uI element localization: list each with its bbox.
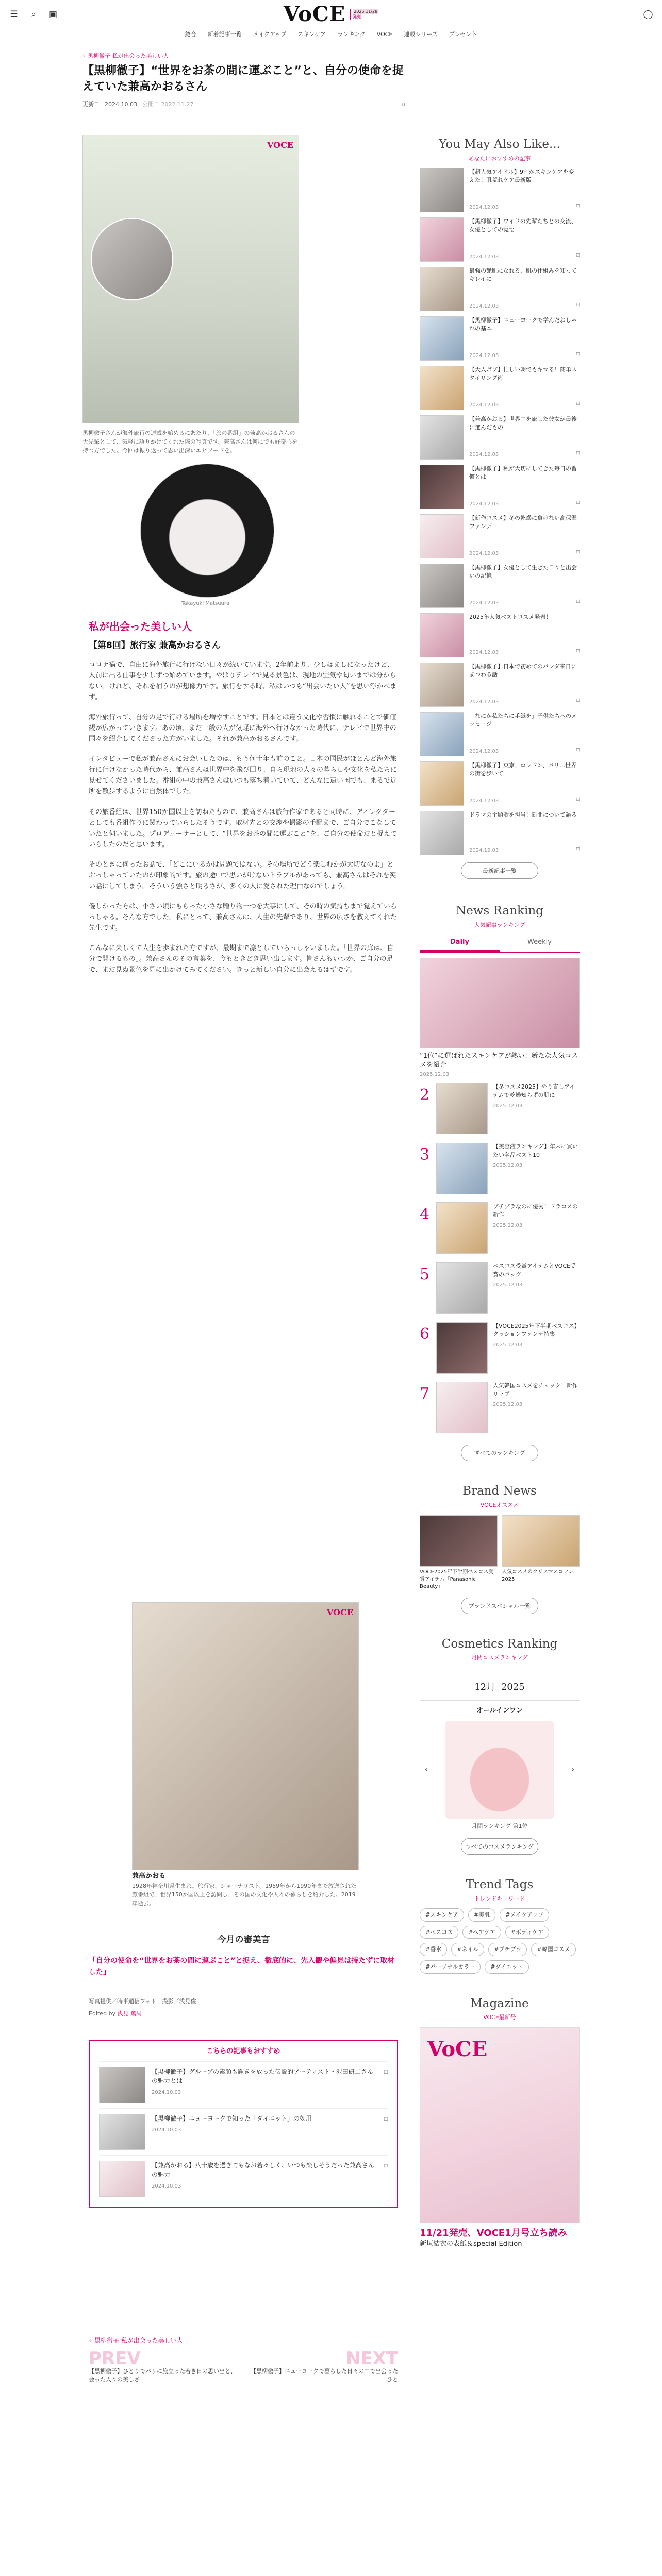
may-like-item[interactable]	[420, 761, 580, 806]
related-item[interactable]	[99, 2108, 388, 2155]
portrait-credit: Takayuki Matsuura	[181, 601, 230, 606]
brand-news-title: Brand News	[462, 1484, 537, 1498]
may-like-title-text[interactable]: 【新作コスメ】冬の乾燥に負けない高保湿ファンデ	[469, 515, 577, 530]
body-paragraph: 海外旅行って、自分の足で行ける場所を増やすことです。日本とは違う文化や習慣に触れることで価値観が広がっていきます。あの頃、まだ一般の人が気軽に海外へ行けなかった時代に、テレビで世界中の国々を紹介してくださった方がいました。それが兼高かおるさんです。	[89, 714, 396, 743]
cosmetics-ranking-date	[420, 1668, 580, 1701]
body-paragraph: 優しかった方は、小さい頃にもらった小さな贈り物一つを大事にして、その時の気持ちまで覚えていらっしゃる。そんな方でした。私にとって、兼高さんは、人生の先輩であり、世界の広さを教えてくれた先生です。	[89, 902, 397, 932]
bookmark-icon[interactable]: ⌑	[576, 251, 580, 260]
may-like-date: 2024.12.03	[469, 649, 499, 655]
ranking-text[interactable]	[493, 1262, 580, 1318]
related-title-text[interactable]: 【兼高かおる】八十歳を過ぎてもなお若々しく、いつも楽しそうだった兼高さんの魅力	[152, 2161, 374, 2178]
nav-item-series[interactable]: 連載シリーズ	[404, 31, 438, 38]
related-text[interactable]	[152, 2161, 378, 2197]
ranking-item[interactable]	[420, 1262, 580, 1318]
photo-credit: 写真提供／時事通信フォト 撮影／浅見俊一	[89, 1998, 202, 2005]
brand-card[interactable]	[420, 1515, 498, 1590]
may-like-item[interactable]	[420, 811, 580, 855]
may-like-title-text[interactable]: 2025年人気ベストコスメ発表！	[469, 614, 552, 621]
bookmark-icon[interactable]: ⌑	[384, 2068, 388, 2077]
bookmark-icon[interactable]: ⌑	[576, 499, 580, 507]
ranking-thumb[interactable]	[436, 1382, 488, 1433]
caption-text: 1928年神奈川県生まれ。旅行家、ジャーナリスト。1959年から1990年まで放送された旅番組で、世界150か国以上を訪問し、その国の文化や人々の暮らしを紹介した。2019年逝去。	[132, 1883, 357, 1907]
second-caption	[132, 1871, 359, 1908]
next-article[interactable]	[249, 2348, 398, 2384]
ranking-first[interactable]	[420, 958, 580, 1079]
prev-text[interactable]: 【黒柳徹子】ひとりでパリに旅立った若き日の思い出と、会った人々の美しさ	[89, 2368, 236, 2383]
may-like-title-text[interactable]: 【大人ボブ】忙しい朝でもキマる！簡単スタイリング術	[469, 366, 577, 382]
prev-next	[89, 2348, 398, 2384]
may-like-item[interactable]	[420, 514, 580, 558]
related-text[interactable]	[152, 2114, 378, 2150]
may-like-thumb[interactable]	[420, 217, 464, 262]
bookmark-icon[interactable]: ⌑	[384, 2162, 388, 2171]
may-like-text[interactable]	[469, 761, 580, 806]
ranking-item[interactable]	[420, 1083, 580, 1139]
ranking-first-text[interactable]: “1位”に選ばれたスキンケアが熱い！新たな人気コスメを紹介	[420, 1052, 578, 1070]
site-logo[interactable]	[251, 1, 411, 28]
ranking-number: 4	[420, 1206, 430, 1224]
may-like-title-text[interactable]: 最強の艶肌になれる、肌の仕組みを知ってキレイに	[469, 267, 577, 283]
may-like-item[interactable]	[420, 366, 580, 410]
may-like-date: 2024.12.03	[469, 204, 499, 210]
trend-tag[interactable]: #美肌	[468, 1908, 495, 1922]
cosmetics-carousel	[420, 1721, 580, 1819]
may-like-thumb[interactable]	[420, 316, 464, 361]
bookmark-icon[interactable]: ⌑	[576, 400, 580, 408]
may-like-title-text[interactable]: 「なにか私たちに手紙を」子供たちへのメッセージ	[469, 713, 577, 728]
trend-tags-subtitle: トレンドキーワード	[474, 1895, 525, 1902]
ranking-item[interactable]	[420, 1202, 580, 1258]
may-like-text[interactable]	[469, 168, 580, 212]
portrait-inset	[91, 218, 173, 300]
trend-tag[interactable]: #ヘアケア	[462, 1926, 501, 1939]
nav-item-makeup[interactable]: メイクアップ	[253, 31, 287, 38]
trend-tag[interactable]: #ダイエット	[485, 1960, 528, 1974]
ranking-thumb[interactable]	[436, 1322, 488, 1374]
cr-year: 2025	[501, 1682, 525, 1693]
ranking-item[interactable]	[420, 1382, 580, 1437]
logo-badge-date: 2025 11/28	[354, 9, 378, 14]
may-like-item[interactable]	[420, 415, 580, 460]
may-like-text[interactable]	[469, 366, 580, 410]
may-like-title-text[interactable]: 【黒柳徹子】女優として生きた日々と出会いの記憶	[469, 564, 577, 580]
body-paragraph: その旅番組は、世界150か国以上を訪ねたもので、兼高さんは旅行作家であると同時に、ディレクターとしても番組作りに関わっていらしたそうです。取材先との交渉や撮影の手配まで、ご自分でこなしていたと伺いました。プロデューサーとして、“世界をお茶の間に運ぶこと”を、ご自分の使命だと捉えていらしたのだと思います。	[89, 808, 397, 849]
may-like-item[interactable]	[420, 663, 580, 707]
ranking-title-text[interactable]: 【VOCE2025年下半期ベスコス】クッションファンデ特集	[493, 1323, 577, 1338]
bookmark-icon[interactable]: ⌑	[576, 350, 580, 359]
brand-thumb[interactable]	[502, 1515, 580, 1567]
magazine-logo: VoCE	[427, 2037, 488, 2061]
trend-tag[interactable]: #スキンケア	[420, 1908, 464, 1922]
news-ranking-title: News Ranking	[456, 904, 543, 918]
may-like-date: 2024.12.03	[469, 303, 499, 309]
ranking-first-date: 2025.12.03	[420, 1072, 450, 1078]
may-like-date: 2024.12.03	[469, 748, 499, 754]
bookmark-icon[interactable]: ⌑	[576, 301, 580, 309]
bookmark-icon[interactable]: ⌑	[384, 2115, 388, 2124]
series-nav	[89, 2336, 398, 2384]
menu-icon[interactable]: ☰	[10, 9, 18, 20]
may-like-date: 2024.12.03	[469, 451, 499, 457]
may-like-title-text[interactable]: 【黒柳徹子】日本で初めてのパンダ来日にまつわる話	[469, 663, 577, 679]
may-like-item[interactable]	[420, 217, 580, 262]
nav-item-voce[interactable]: VOCE	[376, 31, 393, 38]
may-like-title: You May Also Like...	[439, 138, 560, 151]
ranking-date: 2025.12.03	[493, 1163, 523, 1169]
may-like-date: 2024.12.03	[469, 699, 499, 705]
related-thumb[interactable]	[99, 2067, 145, 2103]
may-like-thumb[interactable]	[420, 366, 464, 410]
article	[82, 52, 405, 2383]
body-paragraph: インタビューで私が兼高さんにお会いしたのは、もう何十年も前のこと。日本の国民がほとんど海外旅行に行けなかった時代から、兼高さんは世界中を飛び回り、自ら現地の人々の暮らしや文化を私たちに見せてくださいました。番組の中の兼高さんはいつも落ち着いていて、どんなに遠い国でも、まるで近所を散歩するように自然体でした。	[89, 755, 398, 796]
ranking-title-text[interactable]: 【冬コスメ2025】やり直しアイテムで乾燥知らずの肌に	[493, 1083, 575, 1099]
ranking-date: 2025.12.03	[493, 1282, 523, 1289]
related-date: 2024.10.03	[152, 2089, 181, 2095]
brand-special-button[interactable]: ブランドスペシャル一覧	[461, 1598, 538, 1614]
may-like-date: 2024.12.03	[469, 847, 499, 853]
updated-date: 2024.10.03	[105, 101, 137, 108]
bookmark-icon[interactable]: ⌑	[576, 449, 580, 457]
trend-tag[interactable]: #ネイル	[451, 1943, 484, 1956]
may-like-title-text[interactable]: 【兼高かおる】世界中を旅した彼女が最後に選んだもの	[469, 416, 577, 431]
may-like-item[interactable]	[420, 267, 580, 311]
prev-label: PREV	[89, 2348, 141, 2369]
chevron-right-icon[interactable]: ›	[571, 1764, 575, 1775]
trend-tag[interactable]: #ベスコス	[420, 1926, 458, 1939]
magazine-caption-2[interactable]: 新垣結衣の表紙＆special Edition	[420, 2240, 522, 2248]
cosmetics-product-image[interactable]	[445, 1721, 554, 1819]
may-like-thumb[interactable]	[420, 514, 464, 558]
updated-label: 更新日	[82, 101, 100, 108]
ranking-number: 3	[420, 1146, 430, 1164]
logo-text: VoCE	[283, 2, 346, 26]
site-header	[0, 0, 662, 41]
related-articles	[89, 2040, 398, 2208]
related-thumb[interactable]	[99, 2114, 145, 2150]
may-like-text[interactable]	[469, 663, 580, 707]
related-item[interactable]	[99, 2155, 388, 2202]
brand-news-subtitle: VOCEオススメ	[480, 1502, 519, 1509]
ranking-tabs	[420, 935, 580, 953]
main-nav	[0, 30, 662, 39]
nav-item-all[interactable]: 総合	[185, 31, 196, 38]
may-like-title-text[interactable]: 【黒柳徹子】私が大切にしてきた毎日の習慣とは	[469, 465, 577, 481]
body-paragraph: コロナ禍で、自由に海外旅行に行けない日々が続いています。2年前より、少しはましになったけど、人前に出る仕事を少しずつ始めています。やはりテレビで見る景色は、現地の空気や匂いまでは分からない。けれど、それを補うのが想像力です。旅行をする時、私はいつも“出会いたい人”を思い浮かべます。	[89, 661, 397, 702]
trend-tags	[420, 1908, 580, 1973]
nav-item-new[interactable]: 新着記事一覧	[207, 31, 242, 38]
news-ranking-subtitle: 人気記事ランキング	[474, 922, 525, 929]
may-like-thumb[interactable]	[420, 564, 464, 608]
trend-tag[interactable]: #プチプラ	[488, 1943, 527, 1956]
second-photo	[132, 1602, 359, 1870]
may-like-thumb[interactable]	[420, 761, 464, 806]
may-like-text[interactable]	[469, 465, 580, 509]
cosmetics-ranking-subtitle: 月間コスメランキング	[471, 1654, 528, 1662]
may-like-thumb[interactable]	[420, 712, 464, 756]
user-icon[interactable]: ◯	[643, 9, 653, 20]
trend-tag[interactable]: #パーソナルカラー	[420, 1960, 481, 1974]
editor-credit	[89, 2009, 142, 2019]
prev-article[interactable]	[89, 2348, 238, 2384]
may-like-item[interactable]	[420, 712, 580, 756]
may-like-title-text[interactable]: 【黒柳徹子】ワイドの先輩たちとの交流、女優としての覚悟	[469, 218, 577, 233]
ranking-text[interactable]	[493, 1322, 580, 1378]
breadcrumb[interactable]: ◦ 黒柳徹子 私が出会った美しい人	[82, 53, 169, 59]
may-like-item[interactable]	[420, 465, 580, 509]
magazine-icon[interactable]: ▣	[48, 9, 58, 20]
trend-tag[interactable]: #韓国コスメ	[531, 1943, 575, 1956]
may-like-title-text[interactable]: 【超人気アイドル】9割がスキンケアを変えた！肌荒れケア最新版	[469, 168, 574, 184]
ranking-title-text[interactable]: プチプラなのに優秀！ドラコスの新作	[493, 1203, 578, 1218]
nav-item-ranking[interactable]: ランキング	[337, 31, 366, 38]
magazine-caption[interactable]: 11/21発売、VOCE1月号立ち読み	[420, 2227, 567, 2239]
pull-quote: 「自分の使命を“世界をお茶の間に運ぶこと”と捉え、徹底的に、先入観や偏見は持たずに取材した」	[89, 1957, 395, 1976]
may-like-item[interactable]	[420, 168, 580, 212]
brand-text[interactable]: VOCE2025年下半期ベスコス受賞アイテム「Panasonic Beauty」	[420, 1569, 494, 1589]
ranking-title-text[interactable]: 【美容液ランキング】年末に買いたい名品ベスト10	[493, 1143, 578, 1159]
series-heading: 私が出会った美しい人	[89, 620, 192, 633]
cosmetics-ranking-title: Cosmetics Ranking	[441, 1637, 558, 1651]
brand-text[interactable]: 人気コスメのクリスマスコフレ2025	[502, 1569, 574, 1582]
chevron-left-icon[interactable]: ‹	[424, 1764, 428, 1775]
header-left-icons	[7, 8, 60, 22]
may-like-item[interactable]	[420, 613, 580, 657]
photo-logo-2: VOCE	[327, 1607, 353, 1617]
ranking-title-text[interactable]: 人気韓国コスメをチェック！新作リップ	[493, 1382, 578, 1398]
may-like-thumb[interactable]	[420, 663, 464, 707]
author-portrait	[140, 464, 274, 598]
may-like-thumb[interactable]	[420, 613, 464, 657]
latest-articles-button[interactable]: 最新記事一覧	[461, 862, 538, 879]
may-like-thumb[interactable]	[420, 267, 464, 311]
related-date: 2024.10.03	[152, 2183, 181, 2189]
may-like-text[interactable]	[469, 415, 580, 460]
today-label-text: 今月の審美言	[217, 1935, 270, 1945]
caption-name: 兼高かおる	[132, 1872, 166, 1880]
ranking-number: 7	[420, 1385, 430, 1403]
related-item[interactable]	[99, 2061, 388, 2108]
may-like-text[interactable]	[469, 712, 580, 756]
may-like-thumb[interactable]	[420, 168, 464, 212]
may-like-item[interactable]	[420, 316, 580, 361]
may-like-text[interactable]	[469, 613, 580, 657]
magazine-title: Magazine	[470, 1996, 529, 2010]
photo-logo: VOCE	[267, 140, 293, 150]
search-icon[interactable]: ⌕	[31, 9, 36, 20]
ranking-date: 2025.12.03	[493, 1223, 523, 1229]
may-like-text[interactable]	[469, 564, 580, 608]
bookmark-icon[interactable]: ⌑	[576, 647, 580, 655]
ranking-first-thumb[interactable]	[420, 958, 580, 1048]
cosmetics-category: オールインワン	[476, 1707, 523, 1715]
brand-thumb[interactable]	[420, 1515, 498, 1567]
ranking-date: 2025.12.03	[493, 1342, 523, 1348]
related-title-text[interactable]: 【黒柳徹子】グループの素顔も輝きを放った伝説的アーティスト・沢田研二さんの魅力とは	[152, 2067, 373, 2084]
nav-item-skincare[interactable]: スキンケア	[297, 31, 326, 38]
ranking-date: 2025.12.03	[493, 1402, 523, 1408]
related-title: こちらの記事もおすすめ	[206, 2047, 280, 2055]
body-paragraph: こんなに楽しくて人生を歩まれた方ですが、最期まで凛としていらっしゃいました。「世界の扉は、自分で開けるもの」。兼高さんのその言葉を、今もときどき思い出します。皆さんもいつか、ご自分の足で、まだ見ぬ景色を見に出かけてみてください。きっと新しい自分に出会えるはずです。	[89, 944, 394, 974]
ranking-thumb[interactable]	[436, 1143, 488, 1194]
may-like-title-text[interactable]: 【黒柳徹子】東京、ロンドン、パリ…世界の街を歩いて	[469, 762, 577, 777]
hero-caption: 黒柳徹子さんが海外旅行の連載を始めるにあたり、「旅の番組」の兼高かおるさんの大先輩として、気軽に語りかけてくれた際の写真です。兼高さんは何にでも好奇心を持つ方でした。今回は振り返って思い出深いエピソードを。	[82, 430, 297, 454]
logo-badge	[350, 9, 378, 19]
ranking-text[interactable]	[493, 1382, 580, 1437]
may-like-thumb[interactable]	[420, 465, 464, 509]
article-title: 【黒柳徹子】“世界をお茶の間に運ぶこと”と、自分の使命を捉えていた兼高かおるさん	[82, 64, 404, 93]
related-text[interactable]	[152, 2067, 378, 2103]
ranking-text[interactable]	[493, 1202, 580, 1258]
today-quote-label	[82, 1933, 405, 1947]
brand-card[interactable]	[502, 1515, 580, 1590]
all-ranking-button[interactable]: すべてのランキング	[461, 1445, 538, 1461]
episode-heading: 【第8回】旅行家 兼高かおるさん	[89, 640, 221, 651]
may-like-title-text[interactable]: ドラマの主題歌を担当！新曲について語る	[469, 811, 577, 819]
cosmetics-note: 月間ランキング 第1位	[471, 1823, 528, 1830]
article-body	[89, 659, 398, 985]
body-paragraph: そのときに伺ったお話で、「どこにいるかは問題ではない。その場所でどう楽しむかが大切なのよ」とおっしゃっていたのが印象的です。旅の途中で思いがけないトラブルがあっても、兼高さんはそれを笑い話にしてしまう。そういう強さと明るさが、多くの人に愛された理由なのでしょう。	[89, 860, 396, 890]
ranking-date: 2025.12.03	[493, 1103, 523, 1109]
may-like-thumb[interactable]	[420, 415, 464, 460]
ranking-number: 6	[420, 1325, 430, 1344]
published-date: 公開日 2022.11.27	[142, 101, 194, 108]
may-like-thumb[interactable]	[420, 811, 464, 855]
sidebar	[420, 135, 580, 2249]
nav-item-present[interactable]: プレゼント	[449, 31, 477, 38]
logo-badge-release: 発売	[353, 14, 361, 19]
ranking-thumb[interactable]	[436, 1202, 488, 1254]
may-like-subtitle: あなたにおすすめの記事	[468, 155, 531, 162]
ranking-thumb[interactable]	[436, 1262, 488, 1314]
may-like-text[interactable]	[469, 217, 580, 262]
related-thumb[interactable]	[99, 2161, 145, 2197]
breadcrumb-label[interactable]: 黒柳徹子 私が出会った美しい人	[88, 53, 169, 59]
magazine-cover[interactable]	[420, 2027, 580, 2223]
trend-tag[interactable]: #メイクアップ	[500, 1908, 549, 1922]
cr-month: 12月	[474, 1682, 496, 1693]
may-like-date: 2024.12.03	[469, 501, 499, 507]
ranking-text[interactable]	[493, 1143, 580, 1198]
ranking-number: 2	[420, 1086, 430, 1105]
bookmark-icon[interactable]: ⌑	[576, 202, 580, 210]
bookmark-icon[interactable]: ⌑	[402, 101, 405, 108]
bookmark-icon[interactable]: ⌑	[576, 548, 580, 556]
bookmark-icon[interactable]: ⌑	[576, 746, 580, 754]
news-ranking-list	[420, 1083, 580, 1437]
bookmark-icon[interactable]: ⌑	[576, 598, 580, 606]
editor-label: Edited by	[89, 2010, 116, 2017]
ranking-item[interactable]	[420, 1143, 580, 1198]
series-label-text[interactable]: 黒柳徹子 私が出会った美しい人	[94, 2337, 183, 2344]
trend-tag[interactable]: #ボディケア	[505, 1926, 549, 1939]
editor-link[interactable]: 浅見 篤周	[117, 2010, 142, 2017]
may-like-date: 2024.12.03	[469, 402, 499, 408]
may-like-list	[420, 168, 580, 855]
ranking-text[interactable]	[493, 1083, 580, 1139]
ranking-item[interactable]	[420, 1322, 580, 1378]
bookmark-icon[interactable]: ⌑	[576, 795, 580, 804]
trend-tags-title: Trend Tags	[466, 1877, 534, 1891]
may-like-date: 2024.12.03	[469, 798, 499, 804]
brand-news-list	[420, 1515, 580, 1590]
series-label[interactable]: ◦ 黒柳徹子 私が出会った美しい人	[89, 2337, 183, 2344]
may-like-item[interactable]	[420, 564, 580, 608]
bookmark-icon[interactable]: ⌑	[576, 697, 580, 705]
may-like-text[interactable]	[469, 811, 580, 855]
magazine-subtitle: VOCE最新号	[483, 2014, 516, 2021]
may-like-text[interactable]	[469, 267, 580, 311]
may-like-text[interactable]	[469, 514, 580, 558]
may-like-text[interactable]	[469, 316, 580, 361]
next-label: NEXT	[345, 2348, 398, 2369]
next-text[interactable]: 【黒柳徹子】ニューヨークで暮らした日々の中で出会ったひと	[251, 2368, 398, 2383]
ranking-number: 5	[420, 1265, 430, 1284]
related-title-text[interactable]: 【黒柳徹子】ニューヨークで知った「ダイエット」の効用	[152, 2114, 312, 2122]
may-like-date: 2024.12.03	[469, 550, 499, 556]
related-date: 2024.10.03	[152, 2127, 181, 2133]
may-like-title-text[interactable]: 【黒柳徹子】ニューヨークで学んだおしゃれの基本	[469, 317, 577, 332]
ranking-title-text[interactable]: ベスコス受賞アイテムとVOCE受賞のバッグ	[493, 1263, 576, 1278]
tab-daily[interactable]: Daily	[420, 935, 500, 952]
may-like-date: 2024.12.03	[469, 253, 499, 260]
trend-tag[interactable]: #香水	[420, 1943, 447, 1956]
article-meta	[82, 100, 405, 109]
hero-photo	[82, 135, 299, 423]
tab-weekly[interactable]: Weekly	[527, 938, 552, 946]
ranking-thumb[interactable]	[436, 1083, 488, 1134]
all-cosmetics-ranking-button[interactable]: すべてのコスメランキング	[461, 1838, 538, 1855]
may-like-date: 2024.12.03	[469, 352, 499, 359]
may-like-date: 2024.12.03	[469, 600, 499, 606]
bookmark-icon[interactable]: ⌑	[576, 845, 580, 853]
